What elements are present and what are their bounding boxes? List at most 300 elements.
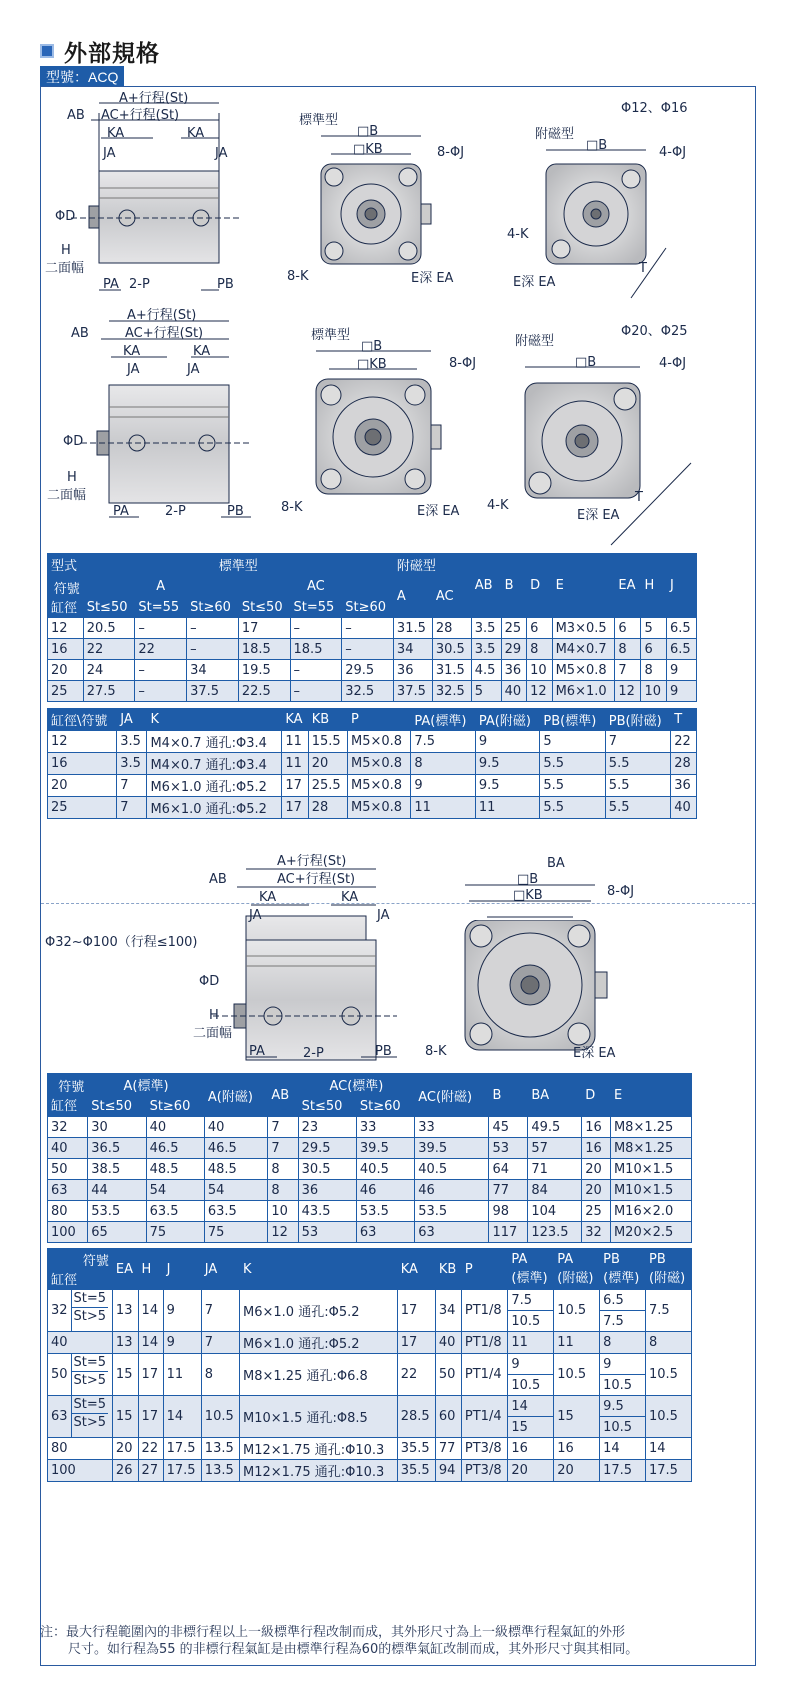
label-size-mid: Φ20、Φ25 [621,324,688,339]
table-cell: 84 [528,1180,582,1201]
th4-pa-std [508,1249,554,1290]
th3-ac: AC(標準) [298,1074,415,1096]
table-cell: 17.5 [163,1460,201,1482]
table-cell: 20 [582,1180,611,1201]
th4-pb-mag-l1: PB [649,1252,666,1267]
table-cell: 53 [489,1138,528,1159]
table-cell: 22 [135,639,187,660]
table-cell: 10 [527,660,552,681]
table-row [48,797,697,819]
table-cell: PT1/4 [461,1354,507,1396]
table-cell: 20 [48,660,84,681]
th-b: B [501,554,526,618]
table-cell: 48.5 [146,1159,204,1180]
table-cell: 40 [146,1117,204,1138]
table-cell: 29.5 [298,1138,356,1159]
label-ac-stroke-l: AC+行程(St) [277,872,356,887]
th4-bore: 缸徑 [51,1273,78,1288]
label-pa-m: PA [113,504,129,519]
table-cell: 7.5 [508,1290,554,1311]
diagram-mid [41,303,755,548]
label-phi-d-m: ΦD [63,434,84,449]
table-cell: 123.5 [528,1222,582,1243]
label-ka-l2: KA [341,890,359,905]
label-pb: PB [217,277,234,292]
label-8k-1: 8-K [287,269,309,284]
table-cell: 17 [238,618,290,639]
table-cell: M12×1.75 通孔:Φ10.3 [240,1438,398,1460]
table-cell: M3×0.5 [552,618,615,639]
table-cell: 77 [489,1180,528,1201]
th3-s1a: St≤50 [88,1096,146,1117]
table-cell: 16 [554,1438,600,1460]
th4-pa-mag-l1: PA [557,1252,574,1267]
table-cell: 50 [435,1354,461,1396]
table-cell: 7 [605,731,670,753]
table-cell: 8 [646,1332,692,1354]
th3-s1c: St≤50 [298,1096,356,1117]
label-sq-b-3: □B [361,339,383,354]
table-cell: 53.5 [356,1201,414,1222]
table-cell: – [290,660,342,681]
table-cell: 12 [615,681,641,702]
table-cell: M8×1.25 [610,1138,691,1159]
table-cell: 10.5 [600,1375,646,1396]
table-cell: 5 [641,618,666,639]
table-cell: 11 [282,753,308,775]
table-cell: 30 [88,1117,146,1138]
table-cell: 17 [138,1354,163,1396]
table-cell: 5 [471,681,501,702]
table-cell: 7 [117,775,147,797]
label-mag-type-1: 附磁型 [535,127,575,142]
table-cell: 17 [138,1396,163,1438]
table-cell: 10.5 [554,1290,600,1332]
label-sq-kb-2: □KB [357,357,387,372]
table-cell: 18.5 [290,639,342,660]
table-cell: 5.5 [605,797,670,819]
label-sq-b-4: □B [575,355,597,370]
table-cell: 4.5 [471,660,501,681]
table-cell: 3.5 [117,731,147,753]
th-h: H [641,554,666,618]
side-view-mid [81,321,251,517]
label-ka-m2: KA [193,344,211,359]
th-d: D [527,554,552,618]
th4-pa-mag [554,1249,600,1290]
table-cell: PT1/8 [461,1332,507,1354]
table-cell: 7.5 [411,731,475,753]
table-cell: 19.5 [238,660,290,681]
table-cell: M6×1.0 通孔:Φ5.2 [240,1290,398,1332]
table-cell: 25.5 [308,775,347,797]
table-cell: – [135,618,187,639]
th-mag-a: A [393,576,432,618]
table-cell: M5×0.8 [552,660,615,681]
table-cell: 8 [615,639,641,660]
label-ja: JA [103,146,116,161]
table-cell: 36.5 [88,1138,146,1159]
table-cell: 31.5 [432,660,471,681]
table-cell: 28.5 [397,1396,435,1438]
table-cell: 7 [117,797,147,819]
th-std: 標準型 [83,554,393,576]
table-cell: 28 [308,797,347,819]
label-a-stroke: A+行程(St) [119,91,189,106]
table-cell: M8×1.25 [610,1117,691,1138]
label-ja-m2: JA [187,362,200,377]
table-cell: 100 [48,1460,113,1482]
label-pb-m: PB [227,504,244,519]
table-cell: 6.5 [666,639,696,660]
table-cell: 15.5 [308,731,347,753]
bore-value: 63 [51,1409,68,1424]
table-cell: 11 [508,1332,554,1354]
table-row [48,660,697,681]
table-cell: 20 [508,1460,554,1482]
table-cell: 18.5 [238,639,290,660]
spec-table-3 [47,1073,692,1243]
table-row [48,775,697,797]
table-cell: 20 [582,1159,611,1180]
table-header-cell: JA [117,709,147,731]
table-cell: 63.5 [146,1201,204,1222]
table-cell: PT3/8 [461,1460,507,1482]
th3-amag: A(附磁) [204,1074,267,1117]
table-cell: 10.5 [554,1354,600,1396]
table-cell: 23 [298,1117,356,1138]
table-cell: 13.5 [201,1460,239,1482]
table-cell: 29 [501,639,526,660]
table-cell: 22.5 [238,681,290,702]
table-cell: 14 [163,1396,201,1438]
table-cell: 40 [48,1138,88,1159]
stroke-split [71,1396,109,1437]
table-cell: M10×1.5 [610,1159,691,1180]
table-cell: 15 [112,1354,138,1396]
table-cell: M8×1.25 通孔:Φ6.8 [240,1354,398,1396]
th3-corner [48,1074,88,1117]
table-cell: 28 [671,753,697,775]
table-cell: 22 [138,1438,163,1460]
table-header-cell: P [348,709,411,731]
table-cell: 54 [204,1180,267,1201]
page-title: 外部規格 [64,39,160,66]
table-cell: 16 [582,1138,611,1159]
table-row [48,1180,692,1201]
label-sq-kb-1: □KB [353,142,383,157]
table-cell: 35.5 [397,1460,435,1482]
label-ja-m: JA [127,362,140,377]
stroke-gt-5: St>5 [73,1373,107,1388]
label-size-large: Φ32~Φ100（行程≤100) [45,935,198,950]
table-cell: 7.5 [600,1311,646,1332]
table-cell: 75 [146,1222,204,1243]
table-cell: M10×1.5 [610,1180,691,1201]
table-cell: 16 [582,1117,611,1138]
label-h-l: H [209,1008,219,1023]
table-cell: 11 [411,797,475,819]
table-cell: 8 [527,639,552,660]
table-cell: 13 [112,1290,138,1332]
table-row [48,731,697,753]
label-h: H [61,243,71,258]
table-row [48,1354,692,1375]
label-sq-kb-l: □KB [513,888,543,903]
table-cell: 17.5 [646,1460,692,1482]
table-cell: 3.5 [471,639,501,660]
table-cell: 20 [48,775,117,797]
label-2p: 2-P [129,277,150,292]
table-row [48,1290,692,1311]
table-cell: 16 [508,1438,554,1460]
table-cell: 8 [268,1159,298,1180]
table-cell: 60 [435,1396,461,1438]
table-cell: 40 [48,1332,113,1354]
th3-d: D [582,1074,611,1117]
th4-ja: JA [201,1249,239,1290]
table-cell: 31.5 [393,618,432,639]
table-cell: 53.5 [415,1201,489,1222]
table-cell: 12 [48,731,117,753]
table-cell: 14 [600,1438,646,1460]
table-cell: 24 [83,660,135,681]
stroke-split [71,1354,109,1395]
table-cell: 15 [508,1417,554,1438]
th3-ba: BA [528,1074,582,1117]
section-title [40,36,160,66]
table-cell: 80 [48,1201,88,1222]
table-cell: 32 [582,1222,611,1243]
table-cell: 25 [48,797,117,819]
th4-j: J [163,1249,201,1290]
label-8phij-1: 8-ΦJ [437,145,465,160]
th-mag: 附磁型 [393,554,471,576]
footnote-line-1: 注：最大行程範圍內的非標行程以上一級標準行程改制而成，其外形尺寸為上一級標準行程氣缸的外形 [40,1625,626,1640]
table-header-cell: PA(標準) [411,709,475,731]
footnote-line-2: 尺寸。如行程為55 的非標行程氣缸是由標準行程為60的標準氣缸改制而成，其外形尺寸與其相同。 [68,1642,639,1657]
table-cell: 6 [641,639,666,660]
label-two-face-m: 二面幅 [47,488,87,503]
table-cell: 5.5 [540,775,605,797]
th4-pa-mag-l2: (附磁) [557,1271,594,1286]
label-8phij-l: 8-ΦJ [607,884,635,899]
table-header-cell: T [671,709,697,731]
table-cell: 17 [282,797,308,819]
table-cell: 15 [554,1396,600,1438]
table-cell: 63.5 [204,1201,267,1222]
model-label: 型號：ACQ [40,66,124,86]
front-view-mag-small [546,150,666,298]
table-cell: 15 [112,1396,138,1438]
table-cell: 20 [554,1460,600,1482]
table-cell: – [135,660,187,681]
table-cell: 104 [528,1201,582,1222]
label-t-2: T [635,490,643,505]
bore-value: 50 [51,1367,68,1382]
table-cell: 40.5 [356,1159,414,1180]
table-cell: 7 [615,660,641,681]
table-cell: 34 [435,1290,461,1332]
table-cell: 50 [48,1159,88,1180]
th4-pa-std-l1: PA [511,1252,528,1267]
th-mag-ac: AC [432,576,471,618]
th-j: J [666,554,696,618]
th3-a: A(標準) [88,1074,205,1096]
table-row [48,1159,692,1180]
label-two-face-l: 二面幅 [193,1026,233,1041]
table-cell: 11 [163,1354,201,1396]
label-phi-d-l: ΦD [199,974,220,989]
label-ka: KA [107,126,125,141]
table-cell: 77 [435,1438,461,1460]
table-cell: 27.5 [83,681,135,702]
label-2p-m: 2-P [165,504,186,519]
label-4k-2: 4-K [487,498,509,513]
table-cell: 10.5 [600,1417,646,1438]
table-cell: 26 [112,1460,138,1482]
table-cell: M4×0.7 通孔:Φ3.4 [147,753,282,775]
table-cell: 46 [356,1180,414,1201]
table-cell: 16 [48,639,84,660]
table-cell: 40 [435,1332,461,1354]
title-square-icon [40,44,54,58]
label-t-1: T [639,261,647,276]
table-cell: 25 [48,681,84,702]
table-cell: 34 [393,639,432,660]
spec-table-4 [47,1248,692,1482]
front-view-std-mid [316,351,441,494]
table-cell: 10.5 [646,1354,692,1396]
table-cell: 7 [268,1138,298,1159]
th4-pb-mag [646,1249,692,1290]
label-a-stroke-m: A+行程(St) [127,308,197,323]
table-cell: 64 [489,1159,528,1180]
table-cell: M6×1.0 [552,681,615,702]
table-cell: 38.5 [88,1159,146,1180]
table-cell: 8 [411,753,475,775]
table-cell: 9 [666,681,696,702]
table-cell: 5.5 [605,753,670,775]
label-sq-b-l: □B [517,872,539,887]
table-cell: M4×0.7 [552,639,615,660]
label-8k-2: 8-K [281,500,303,515]
th-s3a: St≥60 [187,597,239,618]
table-cell: 37.5 [187,681,239,702]
th4-kb: KB [435,1249,461,1290]
table-cell: 5.5 [605,775,670,797]
label-edepth-l: E深 EA [573,1046,616,1061]
table-cell: 46.5 [146,1138,204,1159]
label-ka-m: KA [123,344,141,359]
th3-acmag: AC(附磁) [415,1074,489,1117]
table-cell: – [342,618,394,639]
th3-symbol: 符號 [58,1080,85,1095]
table-cell: 9 [411,775,475,797]
table-cell: 5.5 [540,753,605,775]
th3-e: E [610,1074,691,1117]
table-cell: 7 [201,1332,239,1354]
table-cell: 46.5 [204,1138,267,1159]
table-cell: 27 [138,1460,163,1482]
table-cell: 20.5 [83,618,135,639]
table-cell: 9 [666,660,696,681]
label-std-type-1: 標準型 [299,113,339,128]
table-cell: 63 [48,1180,88,1201]
table-cell [48,1396,113,1438]
table-cell: M6×1.0 通孔:Φ5.2 [240,1332,398,1354]
label-pa: PA [103,277,119,292]
th-ab: AB [471,554,501,618]
table-cell: 33 [415,1117,489,1138]
label-pa-l: PA [249,1044,265,1059]
label-ab-m: AB [71,326,89,341]
table-cell: 17.5 [600,1460,646,1482]
table-cell: 8 [201,1354,239,1396]
table-cell: 9.5 [475,753,539,775]
stroke-split [71,1290,109,1331]
label-mag-type-2: 附磁型 [515,334,555,349]
table-cell: 30.5 [298,1159,356,1180]
th4-p: P [461,1249,507,1290]
stroke-gt-5: St>5 [73,1309,107,1324]
table-cell: 36 [298,1180,356,1201]
table-cell: 14 [646,1438,692,1460]
table-cell: M6×1.0 通孔:Φ5.2 [147,797,282,819]
spec-table-4-body [48,1290,692,1482]
side-view-small [71,103,241,290]
table-cell: 22 [83,639,135,660]
table-cell: 7 [268,1117,298,1138]
table-cell: 11 [554,1332,600,1354]
table-cell: 3.5 [117,753,147,775]
label-ka-l: KA [259,890,277,905]
label-ac-stroke: AC+行程(St) [101,108,180,123]
table-cell: 75 [204,1222,267,1243]
th4-k: K [240,1249,398,1290]
label-edepth-2: E深 EA [513,275,556,290]
table-cell: 25 [582,1201,611,1222]
label-h-m: H [67,470,77,485]
table-cell: 10 [268,1201,298,1222]
label-ka-2: KA [187,126,205,141]
label-ac-stroke-m: AC+行程(St) [125,326,204,341]
bore-value: 32 [51,1303,68,1318]
table-cell: 63 [356,1222,414,1243]
table-cell: 16 [48,753,117,775]
th4-ka: KA [397,1249,435,1290]
table-cell: 33 [356,1117,414,1138]
label-sq-b-2: □B [586,138,608,153]
table-cell: 7 [201,1290,239,1332]
th4-pb-std [600,1249,646,1290]
stroke-eq-5: St=5 [73,1397,107,1412]
table-cell: 43.5 [298,1201,356,1222]
label-4k-1: 4-K [507,227,529,242]
th4-symbol: 符號 [82,1254,109,1269]
label-8phij-2: 8-ΦJ [449,356,477,371]
table-cell: 37.5 [393,681,432,702]
table-cell: 20 [112,1438,138,1460]
diagram-large-labels [41,845,755,1077]
th-symbol: 符號 [53,581,80,597]
stroke-eq-5: St=5 [73,1291,107,1306]
table-cell: 65 [88,1222,146,1243]
th-s2c: St=55 [290,597,342,618]
table-cell: M5×0.8 [348,797,411,819]
th-corner-1 [48,576,84,618]
table-cell: M10×1.5 通孔:Φ8.5 [240,1396,398,1438]
